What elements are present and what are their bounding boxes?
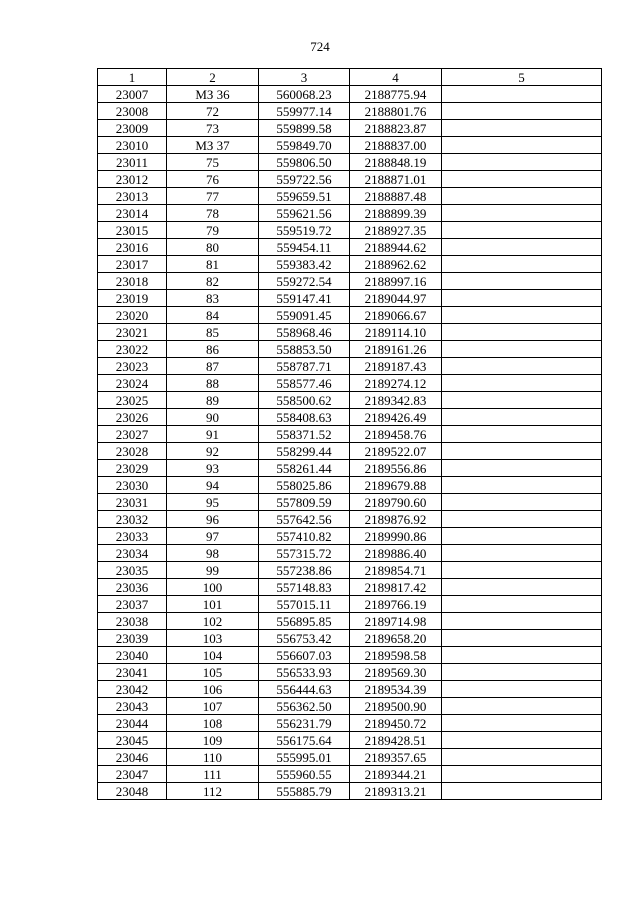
table-cell-col-5 (442, 273, 602, 290)
table-row (98, 477, 602, 494)
table-row (98, 358, 602, 375)
table-cell-col-1: 23036 (98, 579, 167, 596)
table-cell-col-5 (442, 358, 602, 375)
table-cell-col-5 (442, 630, 602, 647)
table-cell-col-2: 111 (167, 766, 259, 783)
table-cell-col-1: 23037 (98, 596, 167, 613)
table-cell-col-1: 23012 (98, 171, 167, 188)
table-cell-col-5 (442, 324, 602, 341)
table-cell-col-2: 112 (167, 783, 259, 800)
table-cell-col-1: 23038 (98, 613, 167, 630)
table-cell-col-4: 2189426.49 (350, 409, 442, 426)
table-row (98, 290, 602, 307)
table-cell-col-3: 557809.59 (259, 494, 350, 511)
table-cell-col-5 (442, 222, 602, 239)
table-cell-col-5 (442, 647, 602, 664)
table-row (98, 494, 602, 511)
table-cell-col-5 (442, 443, 602, 460)
table-cell-col-4: 2189990.86 (350, 528, 442, 545)
table-cell-col-4: 2189428.51 (350, 732, 442, 749)
table-cell-col-4: 2189357.65 (350, 749, 442, 766)
table-cell-col-1: 23007 (98, 86, 167, 103)
table-row (98, 222, 602, 239)
table-cell-col-4: 2189886.40 (350, 545, 442, 562)
table-cell-col-1: 23035 (98, 562, 167, 579)
table-cell-col-4: 2188823.87 (350, 120, 442, 137)
table-row (98, 698, 602, 715)
table-row (98, 460, 602, 477)
table-cell-col-4: 2189066.67 (350, 307, 442, 324)
table-cell-col-1: 23034 (98, 545, 167, 562)
table-cell-col-4: 2188944.62 (350, 239, 442, 256)
table-cell-col-4: 2189790.60 (350, 494, 442, 511)
table-cell-col-3: 559722.56 (259, 171, 350, 188)
table-cell-col-5 (442, 664, 602, 681)
table-cell-col-3: 559091.45 (259, 307, 350, 324)
table-cell-col-4: 2189766.19 (350, 596, 442, 613)
table-cell-col-4: 2189714.98 (350, 613, 442, 630)
table-cell-col-3: 558500.62 (259, 392, 350, 409)
table-cell-col-3: 559272.54 (259, 273, 350, 290)
table-row (98, 103, 602, 120)
table-row (98, 732, 602, 749)
table-cell-col-2: 78 (167, 205, 259, 222)
table-row (98, 562, 602, 579)
table-row (98, 545, 602, 562)
table-row (98, 171, 602, 188)
table-row (98, 426, 602, 443)
table-cell-col-4: 2189458.76 (350, 426, 442, 443)
table-row (98, 324, 602, 341)
table-cell-col-2: 96 (167, 511, 259, 528)
table-cell-col-3: 559899.58 (259, 120, 350, 137)
table-row (98, 528, 602, 545)
table-cell-col-1: 23039 (98, 630, 167, 647)
table-cell-col-3: 559454.11 (259, 239, 350, 256)
table-row (98, 239, 602, 256)
table-cell-col-2: 76 (167, 171, 259, 188)
table-cell-col-5 (442, 698, 602, 715)
table-cell-col-3: 556895.85 (259, 613, 350, 630)
table-cell-col-5 (442, 596, 602, 613)
table-row (98, 375, 602, 392)
table-cell-col-3: 559977.14 (259, 103, 350, 120)
table-cell-col-1: 23029 (98, 460, 167, 477)
table-cell-col-5 (442, 562, 602, 579)
table-row (98, 664, 602, 681)
table-cell-col-1: 23042 (98, 681, 167, 698)
table-cell-col-1: 23044 (98, 715, 167, 732)
table-cell-col-5 (442, 426, 602, 443)
table-cell-col-2: 91 (167, 426, 259, 443)
table-row (98, 137, 602, 154)
table-cell-col-3: 556533.93 (259, 664, 350, 681)
table-cell-col-4: 2189569.30 (350, 664, 442, 681)
table-cell-col-1: 23013 (98, 188, 167, 205)
table-cell-col-5 (442, 494, 602, 511)
column-header-2: 2 (167, 69, 259, 86)
table-cell-col-1: 23040 (98, 647, 167, 664)
table-body (98, 86, 602, 800)
table-cell-col-5 (442, 341, 602, 358)
table-cell-col-1: 23020 (98, 307, 167, 324)
table-cell-col-4: 2188927.35 (350, 222, 442, 239)
table-cell-col-5 (442, 120, 602, 137)
table-row (98, 630, 602, 647)
table-cell-col-4: 2189854.71 (350, 562, 442, 579)
table-cell-col-4: 2188899.39 (350, 205, 442, 222)
table-cell-col-1: 23024 (98, 375, 167, 392)
table-cell-col-4: 2189500.90 (350, 698, 442, 715)
table-cell-col-2: 108 (167, 715, 259, 732)
table-row (98, 154, 602, 171)
table-cell-col-5 (442, 103, 602, 120)
table-cell-col-5 (442, 290, 602, 307)
table-cell-col-1: 23021 (98, 324, 167, 341)
table-cell-col-1: 23023 (98, 358, 167, 375)
table-row (98, 86, 602, 103)
table-cell-col-4: 2188775.94 (350, 86, 442, 103)
table-cell-col-3: 557410.82 (259, 528, 350, 545)
table-cell-col-1: 23009 (98, 120, 167, 137)
table-cell-col-1: 23046 (98, 749, 167, 766)
table-cell-col-5 (442, 460, 602, 477)
table-cell-col-1: 23043 (98, 698, 167, 715)
table-cell-col-4: 2188801.76 (350, 103, 442, 120)
table-cell-col-5 (442, 528, 602, 545)
table-cell-col-2: 73 (167, 120, 259, 137)
table-cell-col-3: 559849.70 (259, 137, 350, 154)
table-cell-col-2: 92 (167, 443, 259, 460)
table-cell-col-4: 2188997.16 (350, 273, 442, 290)
table-cell-col-1: 23032 (98, 511, 167, 528)
table-cell-col-4: 2188848.19 (350, 154, 442, 171)
table-cell-col-5 (442, 613, 602, 630)
table-row (98, 256, 602, 273)
table-cell-col-3: 557642.56 (259, 511, 350, 528)
table-cell-col-4: 2189313.21 (350, 783, 442, 800)
table-cell-col-1: 23033 (98, 528, 167, 545)
coordinates-table (97, 68, 602, 800)
table-row (98, 341, 602, 358)
table-cell-col-5 (442, 239, 602, 256)
table-cell-col-3: 558787.71 (259, 358, 350, 375)
table-cell-col-3: 557238.86 (259, 562, 350, 579)
table-cell-col-1: 23014 (98, 205, 167, 222)
table-cell-col-3: 556175.64 (259, 732, 350, 749)
table-cell-col-2: 106 (167, 681, 259, 698)
table-cell-col-2: 98 (167, 545, 259, 562)
table-cell-col-4: 2189161.26 (350, 341, 442, 358)
table-cell-col-5 (442, 477, 602, 494)
table-cell-col-2: 95 (167, 494, 259, 511)
table-cell-col-4: 2189522.07 (350, 443, 442, 460)
table-cell-col-1: 23011 (98, 154, 167, 171)
column-header-5: 5 (442, 69, 602, 86)
table-cell-col-3: 559806.50 (259, 154, 350, 171)
table-cell-col-1: 23027 (98, 426, 167, 443)
table-cell-col-1: 23008 (98, 103, 167, 120)
table-cell-col-5 (442, 766, 602, 783)
table-cell-col-5 (442, 171, 602, 188)
column-header-3: 3 (259, 69, 350, 86)
table-row (98, 392, 602, 409)
table-cell-col-3: 557015.11 (259, 596, 350, 613)
table-header (98, 69, 602, 86)
table-cell-col-5 (442, 715, 602, 732)
table-cell-col-2: 102 (167, 613, 259, 630)
table-row (98, 596, 602, 613)
table-cell-col-3: 556753.42 (259, 630, 350, 647)
table-cell-col-2: 89 (167, 392, 259, 409)
table-row (98, 579, 602, 596)
table-cell-col-4: 2189187.43 (350, 358, 442, 375)
table-cell-col-4: 2189556.86 (350, 460, 442, 477)
table-cell-col-2: 85 (167, 324, 259, 341)
table-cell-col-1: 23017 (98, 256, 167, 273)
table-cell-col-4: 2188887.48 (350, 188, 442, 205)
table-cell-col-3: 558261.44 (259, 460, 350, 477)
table-cell-col-5 (442, 154, 602, 171)
table-cell-col-5 (442, 681, 602, 698)
table-cell-col-2: 94 (167, 477, 259, 494)
table-cell-col-4: 2189114.10 (350, 324, 442, 341)
table-cell-col-2: 97 (167, 528, 259, 545)
table-cell-col-1: 23031 (98, 494, 167, 511)
table-cell-col-2: 101 (167, 596, 259, 613)
page-number: 724 (310, 39, 330, 54)
table-cell-col-2: 75 (167, 154, 259, 171)
table-cell-col-2: 79 (167, 222, 259, 239)
table-cell-col-5 (442, 732, 602, 749)
table-cell-col-5 (442, 511, 602, 528)
table-cell-col-2: 90 (167, 409, 259, 426)
table-cell-col-2: 81 (167, 256, 259, 273)
table-row (98, 749, 602, 766)
table-cell-col-1: 23028 (98, 443, 167, 460)
table-cell-col-1: 23019 (98, 290, 167, 307)
table-cell-col-2: 86 (167, 341, 259, 358)
table-cell-col-5 (442, 579, 602, 596)
table-cell-col-2: 93 (167, 460, 259, 477)
table-cell-col-3: 558853.50 (259, 341, 350, 358)
table-cell-col-4: 2189658.20 (350, 630, 442, 647)
table-row (98, 443, 602, 460)
table-cell-col-5 (442, 749, 602, 766)
table-cell-col-4: 2189534.39 (350, 681, 442, 698)
table-cell-col-5 (442, 256, 602, 273)
table-cell-col-4: 2189274.12 (350, 375, 442, 392)
table-cell-col-2: 77 (167, 188, 259, 205)
table-cell-col-4: 2189342.83 (350, 392, 442, 409)
table-row (98, 188, 602, 205)
table-cell-col-3: 556231.79 (259, 715, 350, 732)
table-cell-col-1: 23010 (98, 137, 167, 154)
table-cell-col-1: 23048 (98, 783, 167, 800)
table-row (98, 715, 602, 732)
table-cell-col-2: 83 (167, 290, 259, 307)
table-cell-col-2: 88 (167, 375, 259, 392)
table-cell-col-2: 100 (167, 579, 259, 596)
table-cell-col-2: 109 (167, 732, 259, 749)
table-cell-col-3: 558968.46 (259, 324, 350, 341)
table-cell-col-2: 87 (167, 358, 259, 375)
table-cell-col-4: 2189876.92 (350, 511, 442, 528)
table-cell-col-2: 105 (167, 664, 259, 681)
table-cell-col-3: 558299.44 (259, 443, 350, 460)
table-cell-col-5 (442, 392, 602, 409)
table-cell-col-1: 23041 (98, 664, 167, 681)
table-cell-col-5 (442, 307, 602, 324)
table-cell-col-3: 558408.63 (259, 409, 350, 426)
table-cell-col-2: 99 (167, 562, 259, 579)
table-cell-col-5 (442, 188, 602, 205)
table-cell-col-5 (442, 783, 602, 800)
table-cell-col-2: МЗ 37 (167, 137, 259, 154)
table-cell-col-1: 23022 (98, 341, 167, 358)
table-cell-col-2: 110 (167, 749, 259, 766)
table-cell-col-3: 557315.72 (259, 545, 350, 562)
table-cell-col-2: 103 (167, 630, 259, 647)
table-row (98, 120, 602, 137)
table-cell-col-1: 23015 (98, 222, 167, 239)
table-cell-col-3: 558025.86 (259, 477, 350, 494)
table-cell-col-4: 2189044.97 (350, 290, 442, 307)
table-cell-col-4: 2189344.21 (350, 766, 442, 783)
table-cell-col-2: 84 (167, 307, 259, 324)
table-cell-col-3: 556362.50 (259, 698, 350, 715)
table-row (98, 205, 602, 222)
table-cell-col-4: 2189450.72 (350, 715, 442, 732)
table-cell-col-3: 555960.55 (259, 766, 350, 783)
table-cell-col-3: 559147.41 (259, 290, 350, 307)
table-cell-col-2: 104 (167, 647, 259, 664)
table-row (98, 783, 602, 800)
table-cell-col-4: 2188962.62 (350, 256, 442, 273)
table-cell-col-3: 557148.83 (259, 579, 350, 596)
table-cell-col-4: 2189817.42 (350, 579, 442, 596)
table-cell-col-1: 23045 (98, 732, 167, 749)
table-cell-col-4: 2189679.88 (350, 477, 442, 494)
table-row (98, 647, 602, 664)
table-cell-col-3: 556607.03 (259, 647, 350, 664)
table-cell-col-1: 23026 (98, 409, 167, 426)
table-cell-col-5 (442, 205, 602, 222)
table-cell-col-3: 559519.72 (259, 222, 350, 239)
header-row (98, 69, 602, 86)
table-cell-col-3: 555885.79 (259, 783, 350, 800)
table-cell-col-1: 23030 (98, 477, 167, 494)
table-cell-col-2: 82 (167, 273, 259, 290)
table-cell-col-5 (442, 545, 602, 562)
table-cell-col-3: 560068.23 (259, 86, 350, 103)
table-cell-col-3: 559659.51 (259, 188, 350, 205)
table-cell-col-2: 80 (167, 239, 259, 256)
table-cell-col-3: 558371.52 (259, 426, 350, 443)
table-cell-col-5 (442, 409, 602, 426)
table-row (98, 766, 602, 783)
table-row (98, 681, 602, 698)
table-cell-col-1: 23047 (98, 766, 167, 783)
table-cell-col-4: 2188837.00 (350, 137, 442, 154)
table-cell-col-3: 559621.56 (259, 205, 350, 222)
table-cell-col-5 (442, 137, 602, 154)
table-cell-col-1: 23025 (98, 392, 167, 409)
table-row (98, 613, 602, 630)
table-cell-col-3: 559383.42 (259, 256, 350, 273)
table-cell-col-1: 23016 (98, 239, 167, 256)
table-row (98, 273, 602, 290)
table-row (98, 409, 602, 426)
column-header-4: 4 (350, 69, 442, 86)
table-cell-col-4: 2188871.01 (350, 171, 442, 188)
table-cell-col-2: 107 (167, 698, 259, 715)
table-cell-col-3: 555995.01 (259, 749, 350, 766)
table-row (98, 511, 602, 528)
table-cell-col-3: 556444.63 (259, 681, 350, 698)
table-cell-col-2: 72 (167, 103, 259, 120)
column-header-1: 1 (98, 69, 167, 86)
table-row (98, 307, 602, 324)
table-cell-col-4: 2189598.58 (350, 647, 442, 664)
table-cell-col-5 (442, 86, 602, 103)
table-cell-col-1: 23018 (98, 273, 167, 290)
table-cell-col-2: МЗ 36 (167, 86, 259, 103)
table-cell-col-3: 558577.46 (259, 375, 350, 392)
table-cell-col-5 (442, 375, 602, 392)
